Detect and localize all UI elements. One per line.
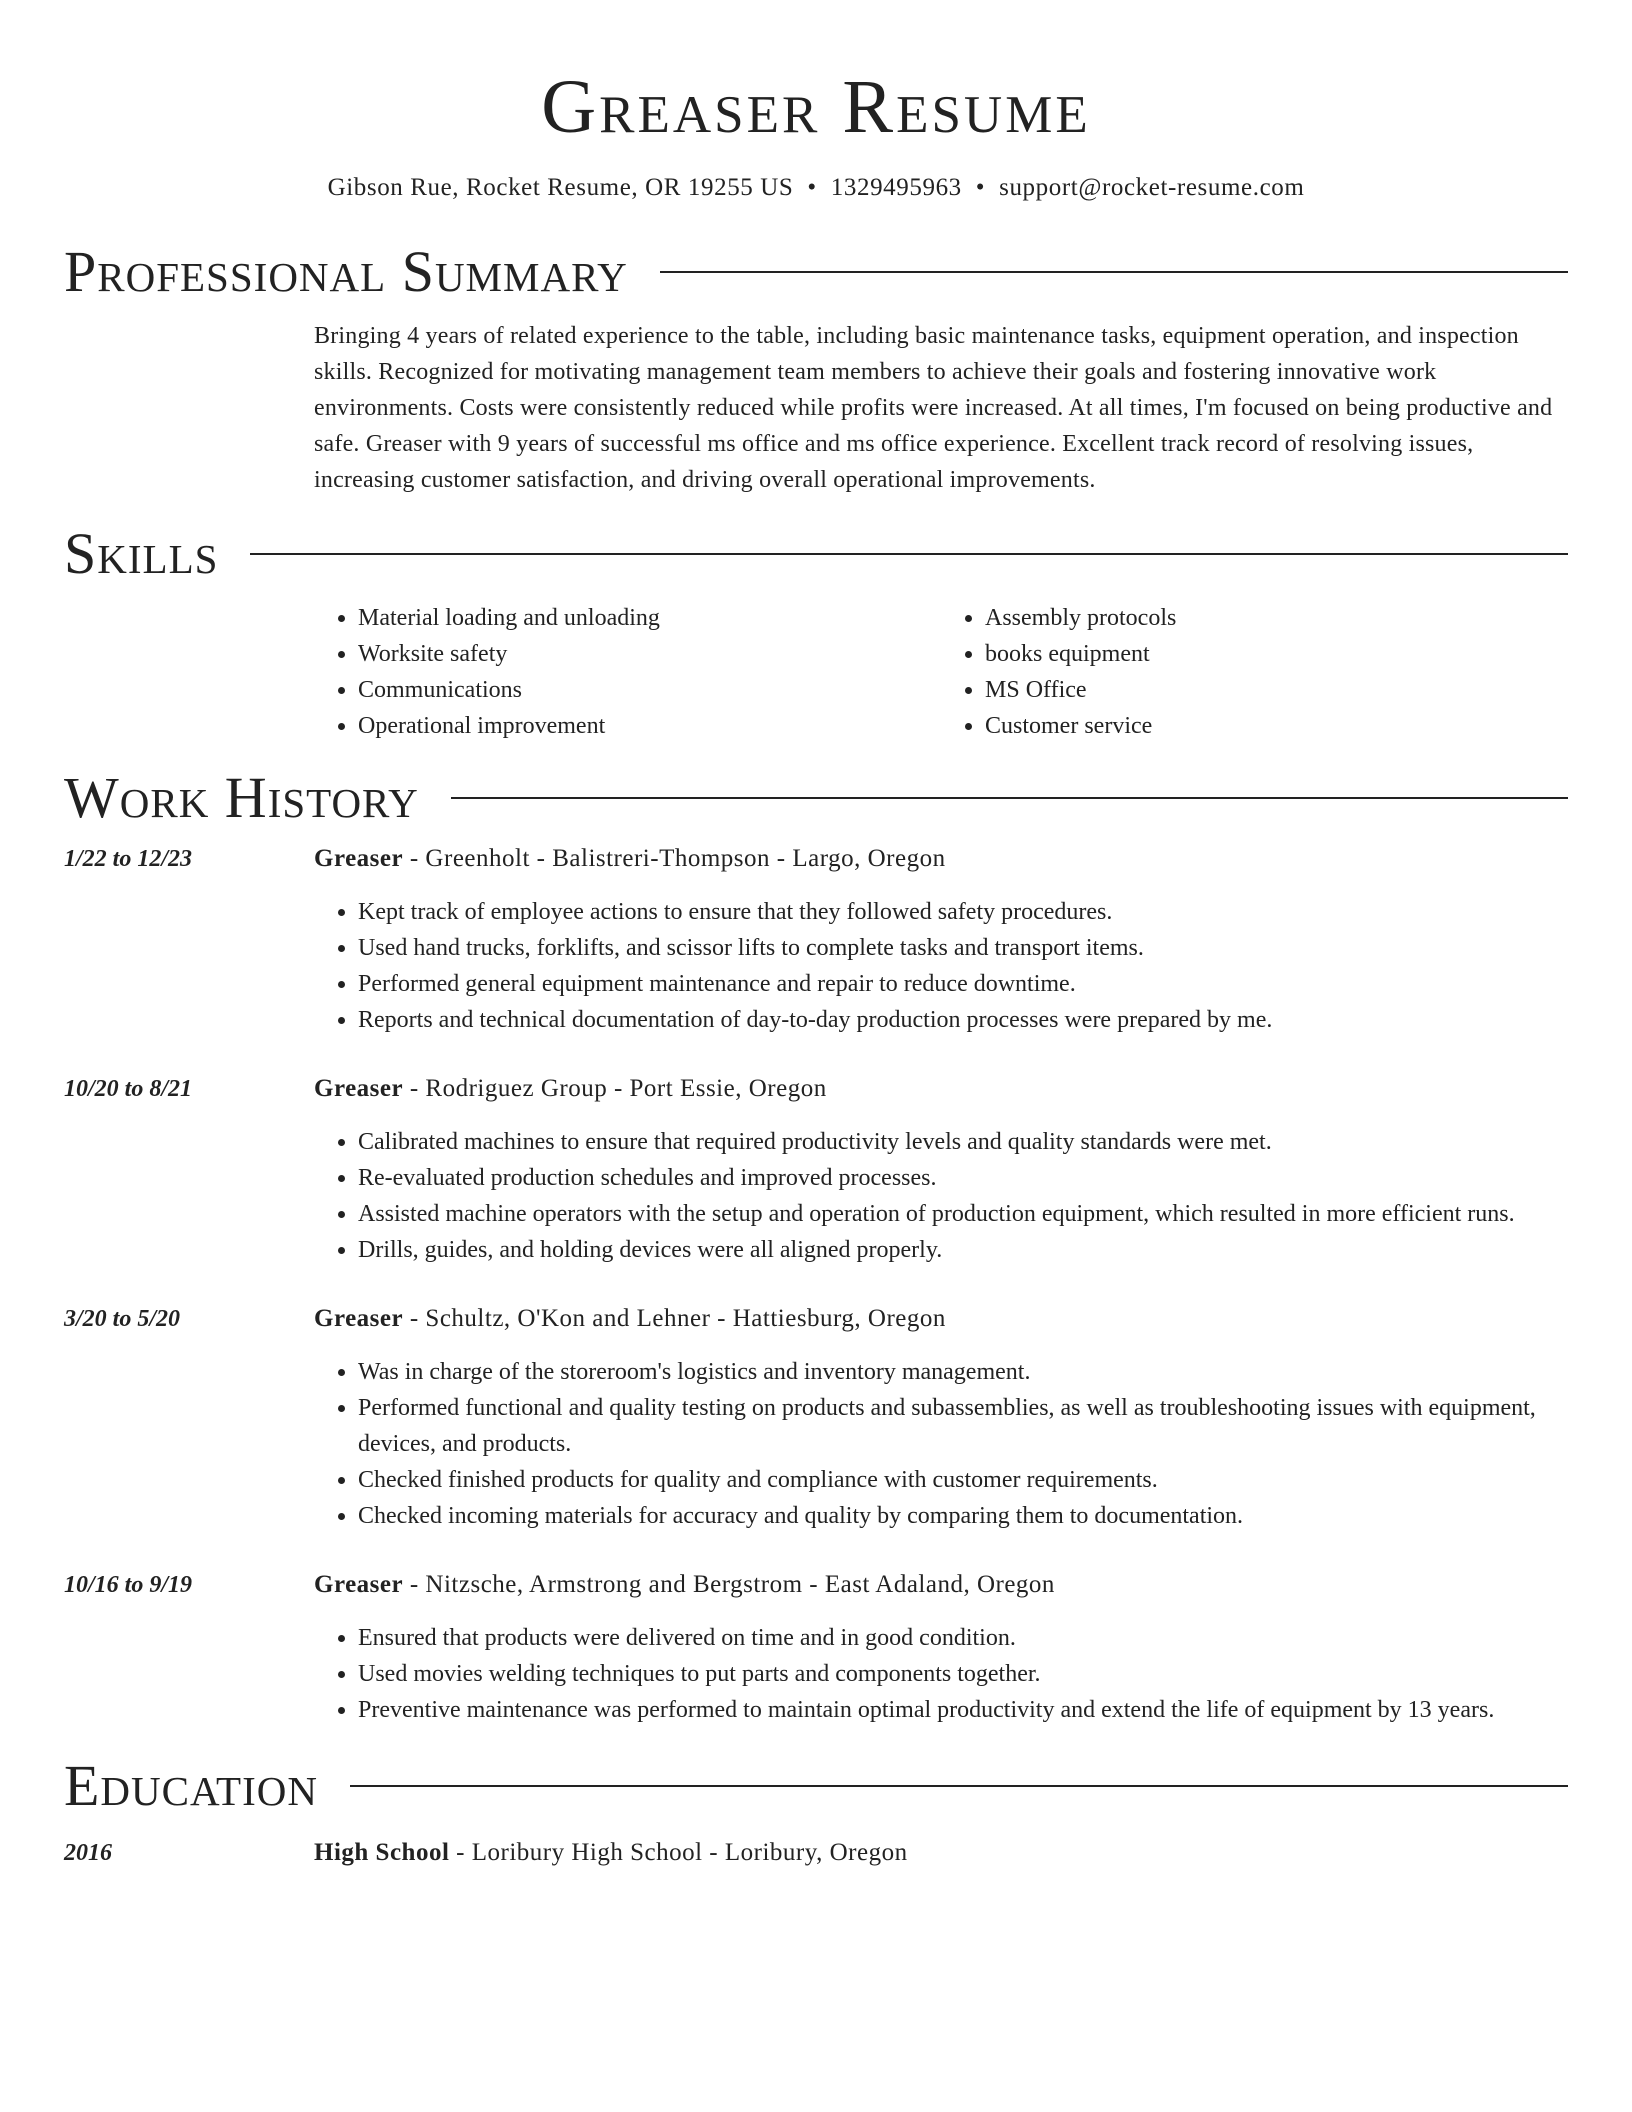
- job-header: [64, 1566, 1568, 1604]
- job-bullet: • Kept track of employee actions to ensure that they followed safety procedures.: [358, 894, 1568, 930]
- job-role: Greaser: [314, 1571, 404, 1598]
- skills-grid: [314, 600, 1568, 744]
- skill-item: • Material loading and unloading: [358, 600, 941, 636]
- job-role: Greaser: [314, 845, 404, 872]
- contact-separator: •: [975, 174, 986, 201]
- job-bullet: • Drills, guides, and holding devices were all aligned properly.: [358, 1232, 1568, 1268]
- job-header: [64, 1300, 1568, 1338]
- resume-page: [64, 0, 1568, 1872]
- job-header: [64, 840, 1568, 878]
- job-bullet: • Assisted machine operators with the setup and operation of production equipment, which resulted in more efficient runs.: [358, 1196, 1568, 1232]
- work-section-header: [64, 766, 1568, 830]
- job-entry: [64, 1300, 1568, 1534]
- job-bullet: • Performed general equipment maintenance and repair to reduce downtime.: [358, 966, 1568, 1002]
- skill-item: • Customer service: [985, 708, 1568, 744]
- education-section-header: [64, 1754, 1568, 1818]
- education-entry: [64, 1834, 1568, 1872]
- skill-item: • Worksite safety: [358, 636, 941, 672]
- resume-title: Greaser Resume: [541, 65, 1091, 149]
- job-entry: [64, 1070, 1568, 1268]
- job-bullet: • Preventive maintenance was performed to maintain optimal productivity and extend the life of equipment by 13 years.: [358, 1692, 1568, 1728]
- job-title-line: [314, 1300, 946, 1338]
- skills-list-left: [314, 600, 941, 744]
- education-year: 2016: [64, 1840, 112, 1866]
- summary-text: Bringing 4 years of related experience to the table, including basic maintenance tasks, equipment operation, and inspection skills. Recognized for motivating management team members to achieve their goals and fostering innovative work environments. Costs were consistently reduced while profits were increased. At all times, I'm focused on being productive and safe. Greaser with 9 years of successful ms office and ms office experience. Excellent track record of resolving issues, increasing customer satisfaction, and driving overall operational improvements.: [314, 323, 1553, 493]
- section-divider: [451, 797, 1568, 799]
- job-dates: 10/16 to 9/19: [64, 1572, 193, 1598]
- job-title-line: [314, 1566, 1055, 1604]
- job-bullet: • Performed functional and quality testing on products and subassemblies, as well as troubleshooting issues with equipment, devices, and products.: [358, 1390, 1568, 1462]
- job-bullet: • Re-evaluated production schedules and improved processes.: [358, 1160, 1568, 1196]
- skill-item: • Operational improvement: [358, 708, 941, 744]
- skill-item: • Communications: [358, 672, 941, 708]
- job-dates: 10/20 to 8/21: [64, 1076, 193, 1102]
- job-header: [64, 1070, 1568, 1108]
- section-divider: [350, 1785, 1568, 1787]
- job-bullet: • Used hand trucks, forklifts, and scissor lifts to complete tasks and transport items.: [358, 930, 1568, 966]
- skill-item: • MS Office: [985, 672, 1568, 708]
- contact-email[interactable]: support@rocket-resume.com: [999, 174, 1305, 201]
- section-divider: [250, 553, 1568, 555]
- work-heading: Work History: [64, 765, 419, 830]
- job-bullets: [314, 1620, 1568, 1728]
- contact-separator: •: [807, 174, 817, 201]
- job-entry: [64, 1566, 1568, 1728]
- section-divider: [660, 271, 1568, 273]
- job-title-line: [314, 840, 946, 878]
- skill-item: • books equipment: [985, 636, 1568, 672]
- summary-section-header: [64, 240, 1568, 304]
- job-entry: [64, 840, 1568, 1038]
- job-bullet: • Used movies welding techniques to put parts and components together.: [358, 1656, 1568, 1692]
- job-bullet: • Was in charge of the storeroom's logistics and inventory management.: [358, 1354, 1568, 1390]
- job-details: - Rodriguez Group - Port Essie, Oregon: [403, 1075, 827, 1102]
- job-bullet: • Checked incoming materials for accuracy and quality by comparing them to documentation.: [358, 1498, 1568, 1534]
- job-details: - Nitzsche, Armstrong and Bergstrom - East Adaland, Oregon: [403, 1571, 1055, 1598]
- job-bullet: • Calibrated machines to ensure that required productivity levels and quality standards were met.: [358, 1124, 1568, 1160]
- job-details: - Schultz, O'Kon and Lehner - Hattiesburg, Oregon: [403, 1305, 946, 1332]
- contact-line: [64, 172, 1568, 204]
- skills-section-header: [64, 522, 1568, 586]
- education-degree: High School: [314, 1839, 450, 1866]
- job-dates: 3/20 to 5/20: [64, 1306, 181, 1332]
- education-heading: Education: [64, 1753, 318, 1818]
- job-title-line: [314, 1070, 827, 1108]
- job-role: Greaser: [314, 1075, 404, 1102]
- education-title-line: [314, 1834, 908, 1872]
- job-bullets: [314, 1354, 1568, 1534]
- job-dates: 1/22 to 12/23: [64, 846, 193, 872]
- job-bullet: • Checked finished products for quality and compliance with customer requirements.: [358, 1462, 1568, 1498]
- skills-list-right: [941, 600, 1568, 744]
- skills-heading: Skills: [64, 521, 219, 586]
- job-bullets: [314, 1124, 1568, 1268]
- job-details: - Greenholt - Balistreri-Thompson - Largo, Oregon: [403, 845, 946, 872]
- contact-address: Gibson Rue, Rocket Resume, OR 19255 US: [327, 174, 794, 201]
- job-bullet: • Reports and technical documentation of day-to-day production processes were prepared by me.: [358, 1002, 1568, 1038]
- summary-heading: Professional Summary: [64, 239, 628, 304]
- education-details: - Loribury High School - Loribury, Oregon: [449, 1839, 908, 1866]
- job-bullets: [314, 894, 1568, 1038]
- skill-item: • Assembly protocols: [985, 600, 1568, 636]
- job-bullet: • Ensured that products were delivered on time and in good condition.: [358, 1620, 1568, 1656]
- contact-phone: 1329495963: [830, 174, 962, 201]
- job-role: Greaser: [314, 1305, 404, 1332]
